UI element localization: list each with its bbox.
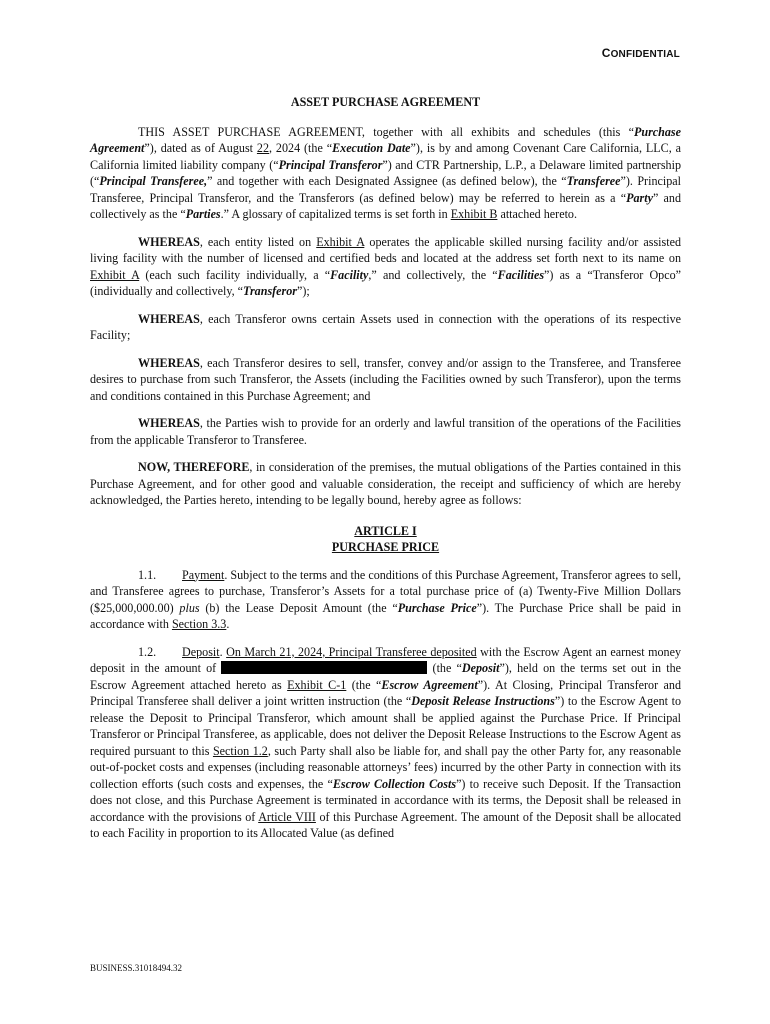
article-number: ARTICLE I: [354, 523, 417, 538]
whereas-paragraph-3: WHEREAS, each Transferor desires to sell, transfer, convey and/or assign to the Transferee, and Transferee desires to purchase from such Transferor, the Assets (including the Facilities owned by such Transferor), upon the terms and conditions contained in this Purchase Agreement; and: [90, 355, 681, 403]
article-viii-link[interactable]: Article VIII: [258, 809, 316, 824]
whereas-paragraph-1: WHEREAS, each entity listed on Exhibit A operates the applicable skilled nursing facility and/or assisted living facility with the number of licensed and certified beds and located at the address set forth next to its name on Exhibit A (each such facility individually, a “Facility,” and collectively, the “Facilities”) as a “Transferor Opco” (individually and collectively, “Transferor”);: [90, 234, 682, 298]
document-body: [90, 94, 681, 853]
section-1-2: 1.2. Deposit. On March 21, 2024, Principal Transferee deposited with the Escrow Agent an earnest money deposit in the amount of (the “Deposit”), held on the terms set out in the Escrow Agreement attached hereto as Exhibit C-1 (the “Escrow Agreement”). At Closing, Principal Transferor and Principal Transferee shall deliver a joint written instruction (the “Deposit Release Instructions”) to the Escrow Agent to release the Deposit to Principal Transferor, which amount shall be applied against the Purchase Price. If Principal Transferor or Principal Transferee, as applicable, does not deliver the Deposit Release Instructions to the Escrow Agent as required pursuant to this Section 1.2, such Party shall also be liable for, and shall pay the other Party for, any reasonable out-of-pocket costs and expenses (including reasonable attorneys’ fees) incurred by the other Party in connection with its collection efforts (such costs and expenses, the “Escrow Collection Costs”) to receive such Deposit. If the Transaction does not close, and this Purchase Agreement is terminated in accordance with its terms, the Deposit shall be released in accordance with the provisions of Article VIII of this Purchase Agreement. The amount of the Deposit shall be allocated to each Facility in proportion to its Allocated Value (as defined: [90, 644, 682, 840]
exhibit-c1-link[interactable]: Exhibit C-1: [287, 677, 347, 692]
whereas-paragraph-2: WHEREAS, each Transferor owns certain Assets used in connection with the operations of its respective Facility;: [90, 311, 681, 342]
now-therefore-paragraph: NOW, THEREFORE, in consideration of the premises, the mutual obligations of the Parties contained in this Purchase Agreement, and for other good and valuable consideration, the receipt and sufficiency of which are hereby acknowledged, the Parties hereto, intending to be legally bound, hereby agree as follows:: [90, 460, 681, 507]
section-1-1: 1.1. Payment. Subject to the terms and the conditions of this Purchase Agreement, Transferor agrees to sell, and Transferee agrees to purchase, Transferor’s Assets for a total purchase price of (a) Twenty-Five Million Dollars ($25,000,000.00) plus (b) the Lease Deposit Amount (the “Purchase Price”). The Purchase Price shall be paid in accordance with Section 3.3.: [90, 567, 681, 631]
confidential-label: CONFIDENTIAL: [601, 46, 680, 60]
document-id-footer: BUSINESS.31018494.32: [90, 963, 183, 973]
redaction-box: [221, 661, 427, 674]
article-heading: [90, 523, 681, 556]
section-3-3-link[interactable]: Section 3.3: [171, 617, 227, 631]
exhibit-b-link[interactable]: Exhibit B: [450, 207, 498, 221]
article-name: PURCHASE PRICE: [331, 540, 440, 554]
exhibit-a-link[interactable]: Exhibit A: [316, 234, 365, 249]
exhibit-a-link[interactable]: Exhibit A: [90, 267, 140, 282]
intro-paragraph: THIS ASSET PURCHASE AGREEMENT, together with all exhibits and schedules (this “Purchase Agreement”), dated as of August 22, 2024 (the “Execution Date”), is by and among Covenant Care California, LLC, a California limited liability company (“Principal Transferor”) and CTR Partnership, L.P., a Delaware limited partnership (“Principal Transferee,” and together with each Designated Assignee (as defined below), the “Transferee”). Principal Transferee, Principal Transferor, and the Transferors (as defined below) may be referred to herein as a “Party” and collectively as the “Parties.” A glossary of capitalized terms is set forth in Exhibit B attached hereto.: [90, 124, 682, 221]
section-1-2-link[interactable]: Section 1.2: [212, 743, 268, 758]
document-title: ASSET PURCHASE AGREEMENT: [290, 95, 481, 109]
whereas-paragraph-4: WHEREAS, the Parties wish to provide for an orderly and lawful transition of the operations of the Facilities from the applicable Transferor to Transferee.: [90, 416, 681, 447]
